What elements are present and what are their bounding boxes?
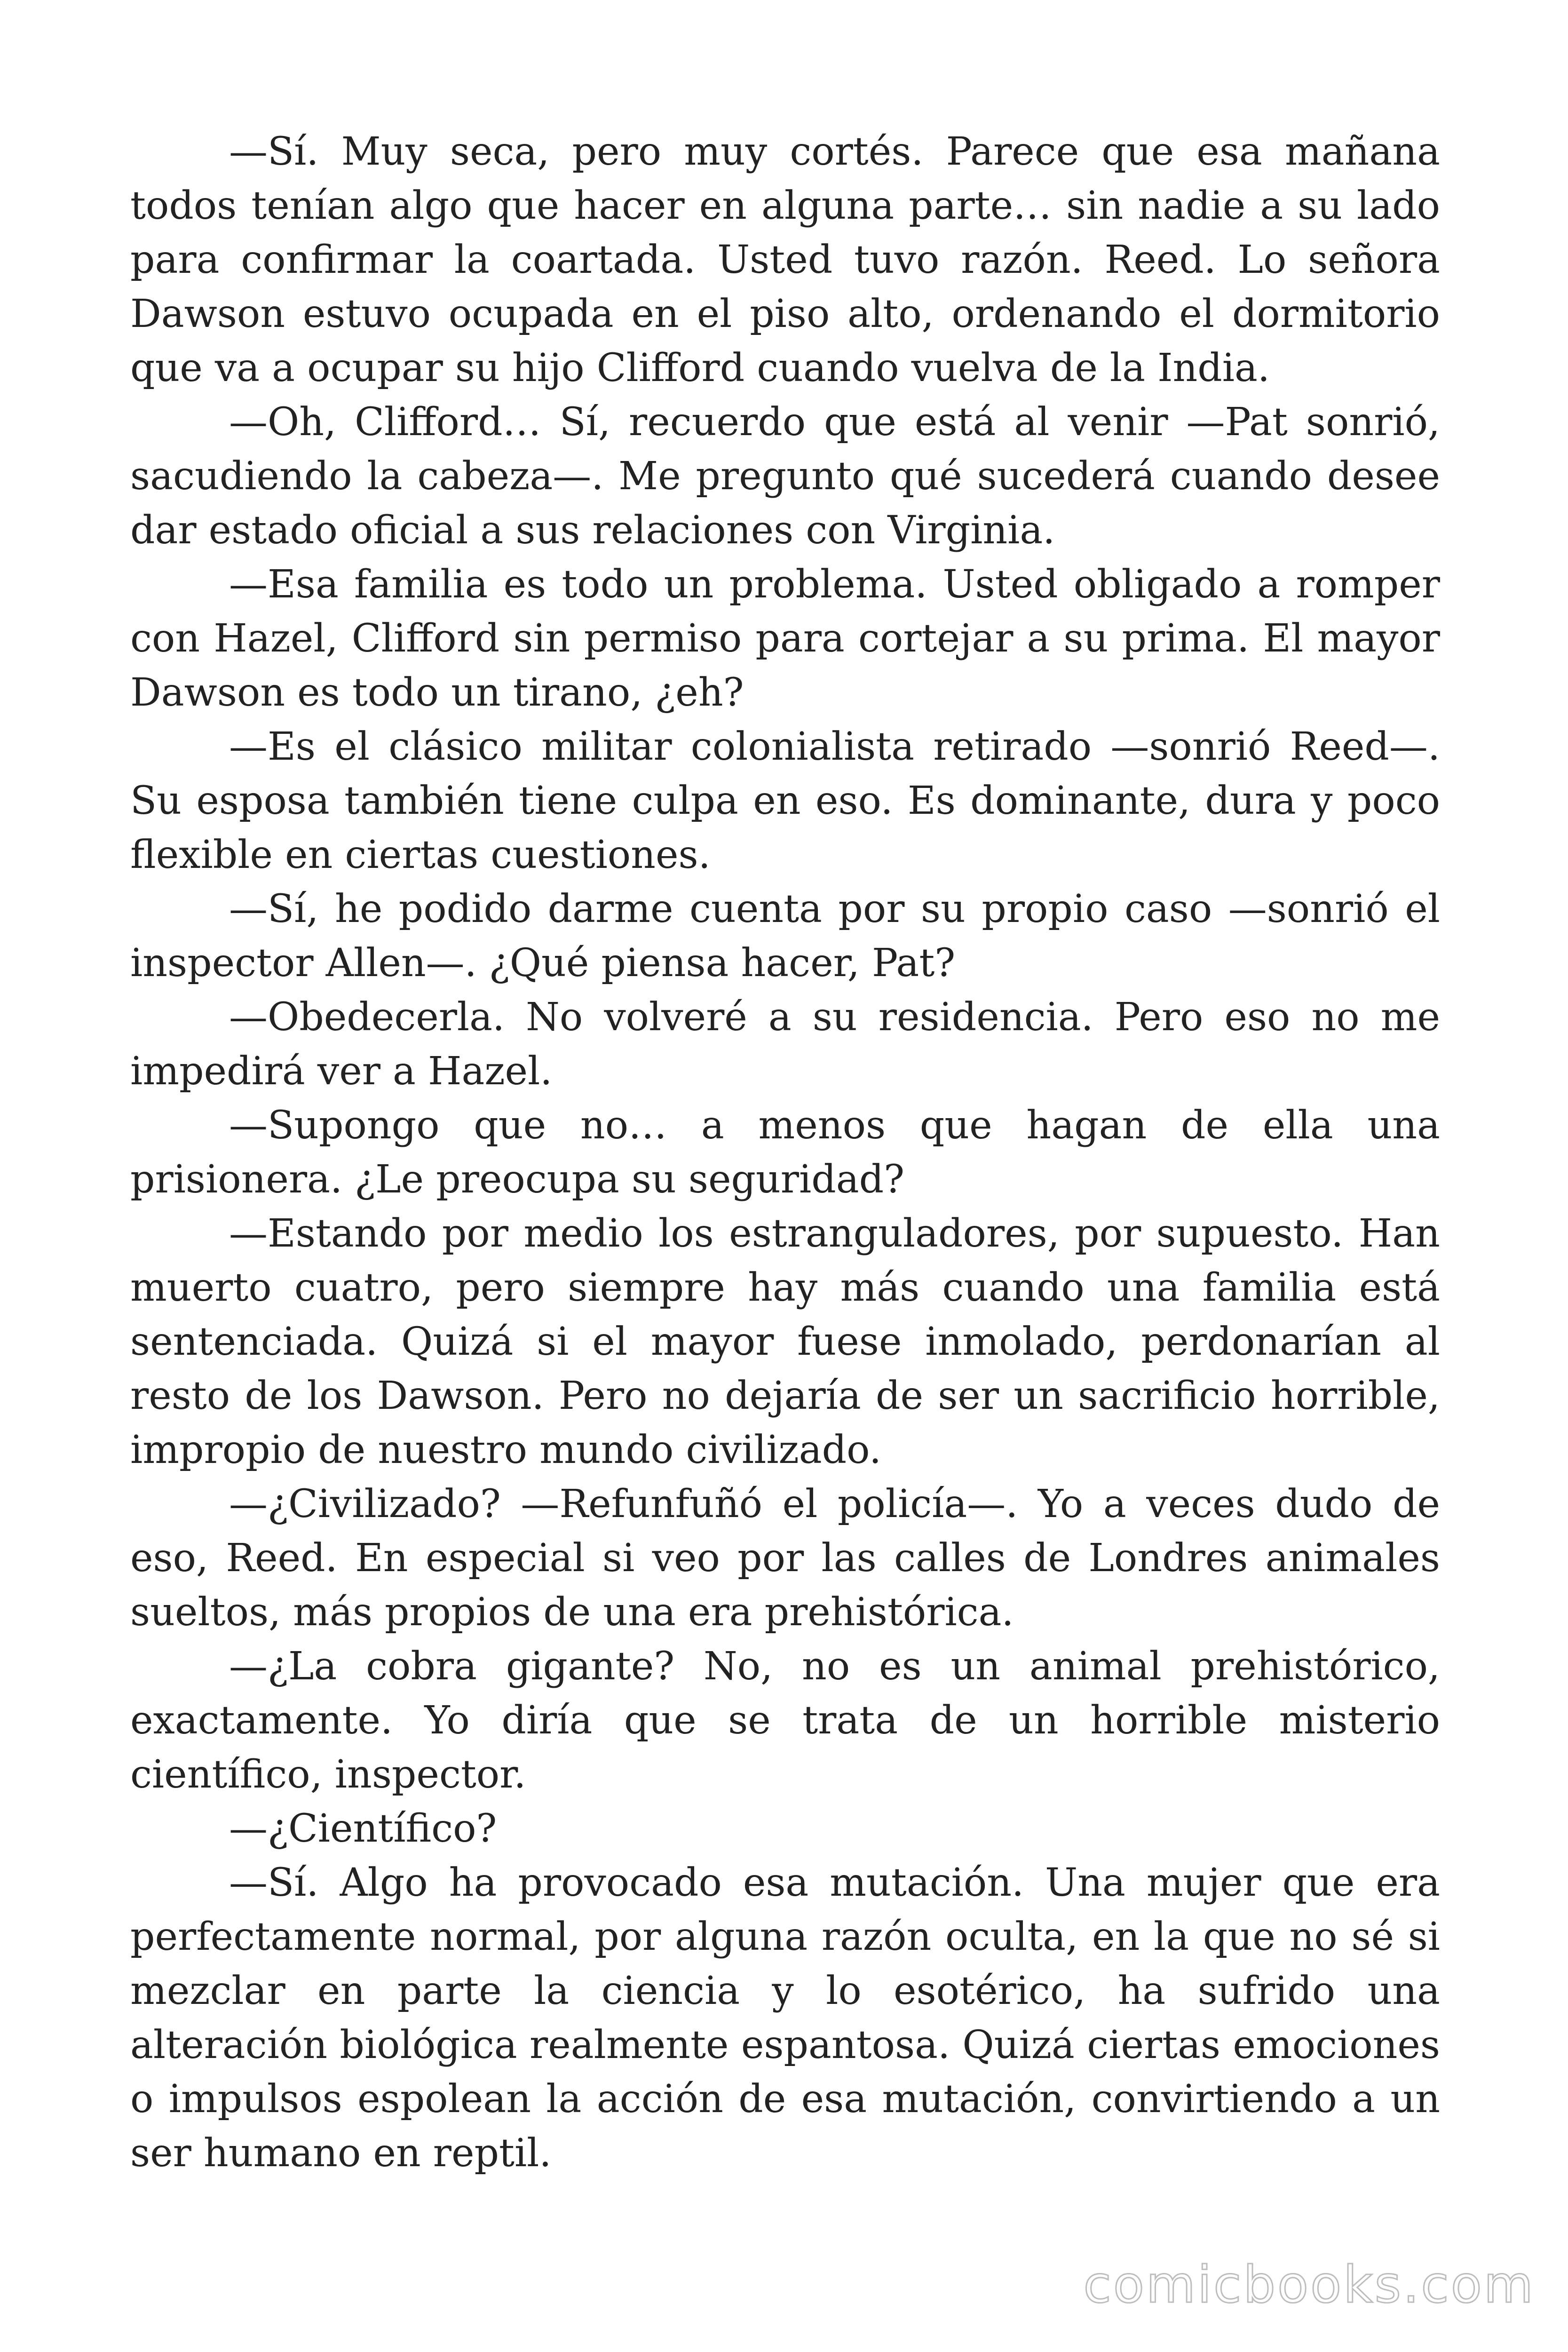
paragraph: —Estando por medio los estranguladores, por supuesto. Han muerto cuatro, pero siempre hay más cuando una familia está sentenciada. Quizá si el mayor fuese inmolado, perdonarían al resto de los Dawson. Pero no dejaría de ser un sacrificio horrible, impropio de nuestro mundo civilizado.: [130, 1211, 1440, 1472]
paragraph: —Es el clásico militar colonialista retirado —sonrió Reed—. Su esposa también tiene culpa en eso. Es dominante, dura y poco flexible en ciertas cuestiones.: [130, 724, 1440, 877]
paragraph: —¿Civilizado? —Refunfuñó el policía—. Yo a veces dudo de eso, Reed. En especial si veo por las calles de Londres animales sueltos, más propios de una era prehistórica.: [130, 1482, 1440, 1635]
watermark: comicbooks.com: [1083, 2256, 1535, 2314]
book-page-body: [130, 125, 1440, 2180]
paragraph: —Sí. Algo ha provocado esa mutación. Una mujer que era perfectamente normal, por alguna razón oculta, en la que no sé si mezclar en parte la ciencia y lo esotérico, ha sufrido una alteración biológica realmente espantosa. Quizá ciertas emociones o impulsos espolean la acción de esa mutación, convirtiendo a un ser humano en reptil.: [130, 1860, 1440, 2176]
paragraph: —Obedecerla. No volveré a su residencia. Pero eso no me impedirá ver a Hazel.: [130, 995, 1440, 1094]
paragraph: —Sí, he podido darme cuenta por su propio caso —sonrió el inspector Allen—. ¿Qué piensa hacer, Pat?: [130, 887, 1440, 985]
paragraph: —Oh, Clifford… Sí, recuerdo que está al venir —Pat sonrió, sacudiendo la cabeza—. Me pregunto qué sucederá cuando desee dar estado oficial a sus relaciones con Virginia.: [130, 400, 1440, 553]
paragraph: —Sí. Muy seca, pero muy cortés. Parece que esa mañana todos tenían algo que hacer en alguna parte… sin nadie a su lado para confirmar la coartada. Usted tuvo razón. Reed. Lo señora Dawson estuvo ocupada en el piso alto, ordenando el dormitorio que va a ocupar su hijo Clifford cuando vuelva de la India.: [130, 129, 1440, 390]
paragraph: —¿Científico?: [229, 1806, 497, 1851]
paragraph: —Esa familia es todo un problema. Usted obligado a romper con Hazel, Clifford sin permiso para cortejar a su prima. El mayor Dawson es todo un tirano, ¿eh?: [130, 562, 1440, 715]
paragraph: —¿La cobra gigante? No, no es un animal prehistórico, exactamente. Yo diría que se trata de un horrible misterio científico, inspector.: [130, 1644, 1440, 1797]
paragraph: —Supongo que no… a menos que hagan de ella una prisionera. ¿Le preocupa su seguridad?: [130, 1103, 1440, 1202]
